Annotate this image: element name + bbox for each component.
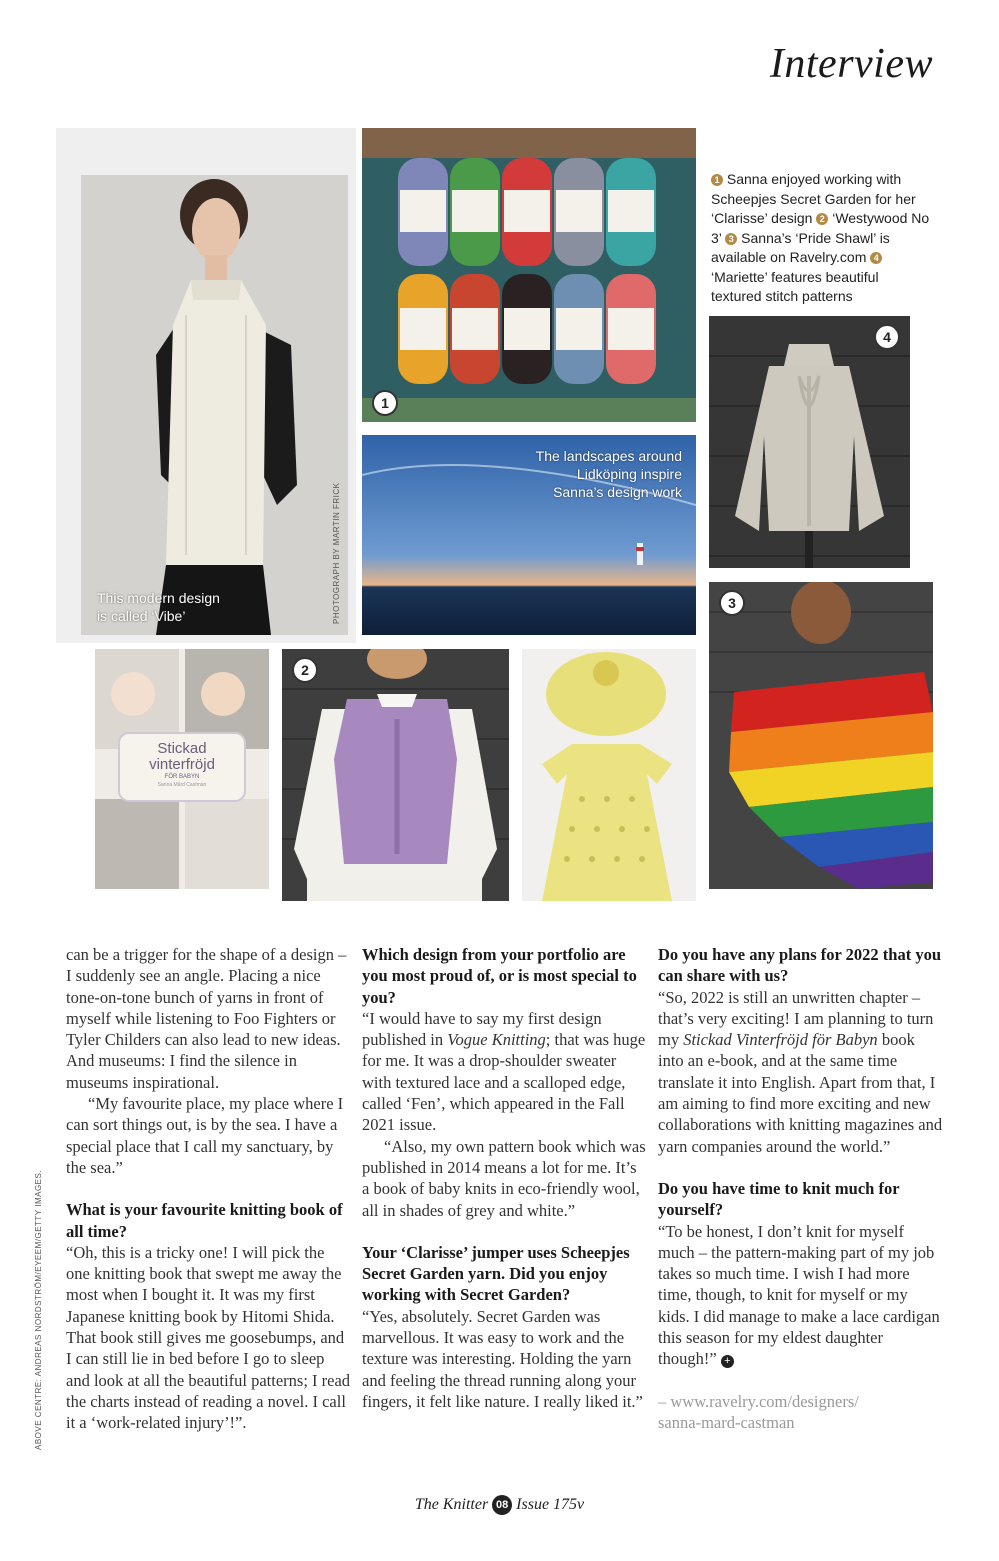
col3-answer-1-start: “So, 2022 is still an unwritten chapter – that’s very exciting! I am planning to turn my [658,987,934,1050]
photo-landscape-lidkoping [362,435,696,635]
vibe-illustration [81,175,348,635]
photo-mariette-sweater [709,316,910,568]
col2-answer-1-start: “I would have to say my first design published in [362,1008,602,1050]
dress-illustration [522,649,696,901]
shawl-illustration [709,582,933,889]
article-column-3 [658,944,943,1433]
footer-issue: Issue 175v [516,1496,585,1513]
caption-text-4: ‘Mariette’ features beautiful textured stitch patterns [711,268,879,304]
caption-text-2: ‘Westywood No 3’ [711,210,930,246]
col3-answer-2 [658,1221,943,1370]
col2-question-2: Your ‘Clarisse’ jumper uses Scheepjes Secret Garden yarn. Did you enjoy working with Secret Garden? [362,1242,630,1305]
designer-link-line-2[interactable]: sanna-mard-castman [658,1412,795,1432]
designer-link[interactable] [658,1391,943,1434]
caption-number-3: 3 [725,233,737,245]
photo-yarn-secret-garden [362,128,696,422]
photo-pride-shawl [709,582,933,889]
badge-3: 3 [719,590,745,616]
landscape-caption [536,447,682,501]
yarn-illustration [362,128,696,422]
article-column-2 [362,944,647,1412]
book-title [119,741,245,789]
col3-answer-1-title: Stickad Vinterfröjd för Babyn [683,1030,878,1050]
col1-answer-1: “Oh, this is a tricky one! I will pick the one knitting book that swept me away the most when I bought it. It was my first Japanese knitting book by Hitomi Shida. That book still gives me goosebumps, and I can still lie in bed before I go to sleep and look at all the beautiful patterns; I read the charts instead of reading a novel. I call it a ‘work-related injury’!”. [66,1242,351,1433]
photo-book-cover [95,649,269,889]
landscape-caption-line-1: The landscapes around [535,448,682,464]
vibe-caption-line-2: is called ‘Vibe’ [97,608,186,624]
end-mark-icon: + [721,1355,734,1368]
section-title: Interview [769,41,933,87]
col2-answer-1-title: Vogue Knitting [447,1030,546,1050]
caption-number-2: 2 [816,213,828,225]
col1-paragraph-1: can be a trigger for the shape of a design – I suddenly see an angle. Placing a nice tone-on-tone bunch of yarns in front of myself while listening to Foo Fighters or Tyler Childers can also lead to new ideas. And museums: I find the silence in museums inspirational. [66,945,347,1092]
photo-captions-list [711,170,931,307]
photo-vibe-sweater [81,175,348,635]
col2-answer-3: “Yes, absolutely. Secret Garden was marvellous. It was easy to work and the texture was interesting. Holding the yarn and feeling the thread running along your fingers, it felt like nature. I really liked it.” [362,1306,643,1411]
photo-yellow-dress-beret [522,649,696,901]
caption-number-4: 4 [870,252,882,264]
col2-question-1: Which design from your portfolio are you most proud of, or is most special to you? [362,945,637,1007]
photo-credit-martin-frick: PHOTOGRAPH BY MARTIN FRICK [332,482,341,624]
badge-2: 2 [292,657,318,683]
article-column-1 [66,944,351,1434]
col3-answer-1-end: book into an e-book, and at the same time translate it into English. Apart from that, I am aiming to find more exciting and new collaborations with knitting magazines and yarn companies around the world.” [658,1030,943,1156]
caption-number-1: 1 [711,174,723,186]
page-footer [0,1495,999,1515]
westywood-illustration [282,649,509,901]
col1-question-1: What is your favourite knitting book of all time? [66,1200,343,1241]
vibe-caption [97,589,220,625]
mariette-illustration [709,316,910,568]
book-subtitle: FÖR BABYN [164,774,200,780]
landscape-caption-line-3: Sanna’s design work [553,484,682,500]
col2-answer-1-end: ; that was huge for me. It was a drop-shoulder sweater with textured lace and a scalloped edge, called ‘Fen’, which appeared in the Fall 2021 issue. [362,1030,646,1135]
caption-text-1: Sanna enjoyed working with Scheepjes Secret Garden for her ‘Clarisse’ design [711,171,916,226]
badge-1: 1 [372,390,398,416]
landscape-caption-line-2: Lidköping inspire [576,466,682,482]
col2-answer-2: “Also, my own pattern book which was published in 2014 means a lot for me. It’s a book of baby knits in eco-friendly wool, all in shades of grey and white.” [362,1136,646,1220]
page-number: 08 [492,1495,512,1515]
badge-4: 4 [874,324,900,350]
col3-question-1: Do you have any plans for 2022 that you can share with us? [658,945,941,986]
photo-credit-getty: ABOVE CENTRE: ANDREAS NORDSTRÖM/EYEEM/GETTY IMAGES. [34,1169,43,1450]
col3-answer-1 [658,987,943,1157]
col1-paragraph-2: “My favourite place, my place where I can sort things out, is by the sea. I have a special place that I call my sanctuary, by the sea.” [66,1094,344,1177]
footer-magazine: The Knitter [414,1496,489,1513]
vibe-caption-line-1: This modern design [97,590,220,606]
col2-answer-1 [362,1008,647,1136]
book-title-line-2: vinterfröjd [149,756,215,773]
book-title-line-1: Stickad [157,740,207,757]
photo-westywood-vest [282,649,509,901]
designer-link-line-1[interactable]: – www.ravelry.com/designers/ [658,1391,859,1411]
caption-text-3: Sanna’s ‘Pride Shawl’ is available on Ravelry.com [711,229,890,265]
col3-question-2: Do you have time to knit much for yourself? [658,1178,900,1220]
col3-answer-2-text: “To be honest, I don’t knit for myself much – the pattern-making part of my job takes so much time. I wish I had more time, though, to knit for myself or my kids. I did manage to make a lace cardigan this season for my eldest daughter though!” [658,1221,940,1369]
book-author: Sanna Mård Castman [157,782,207,788]
